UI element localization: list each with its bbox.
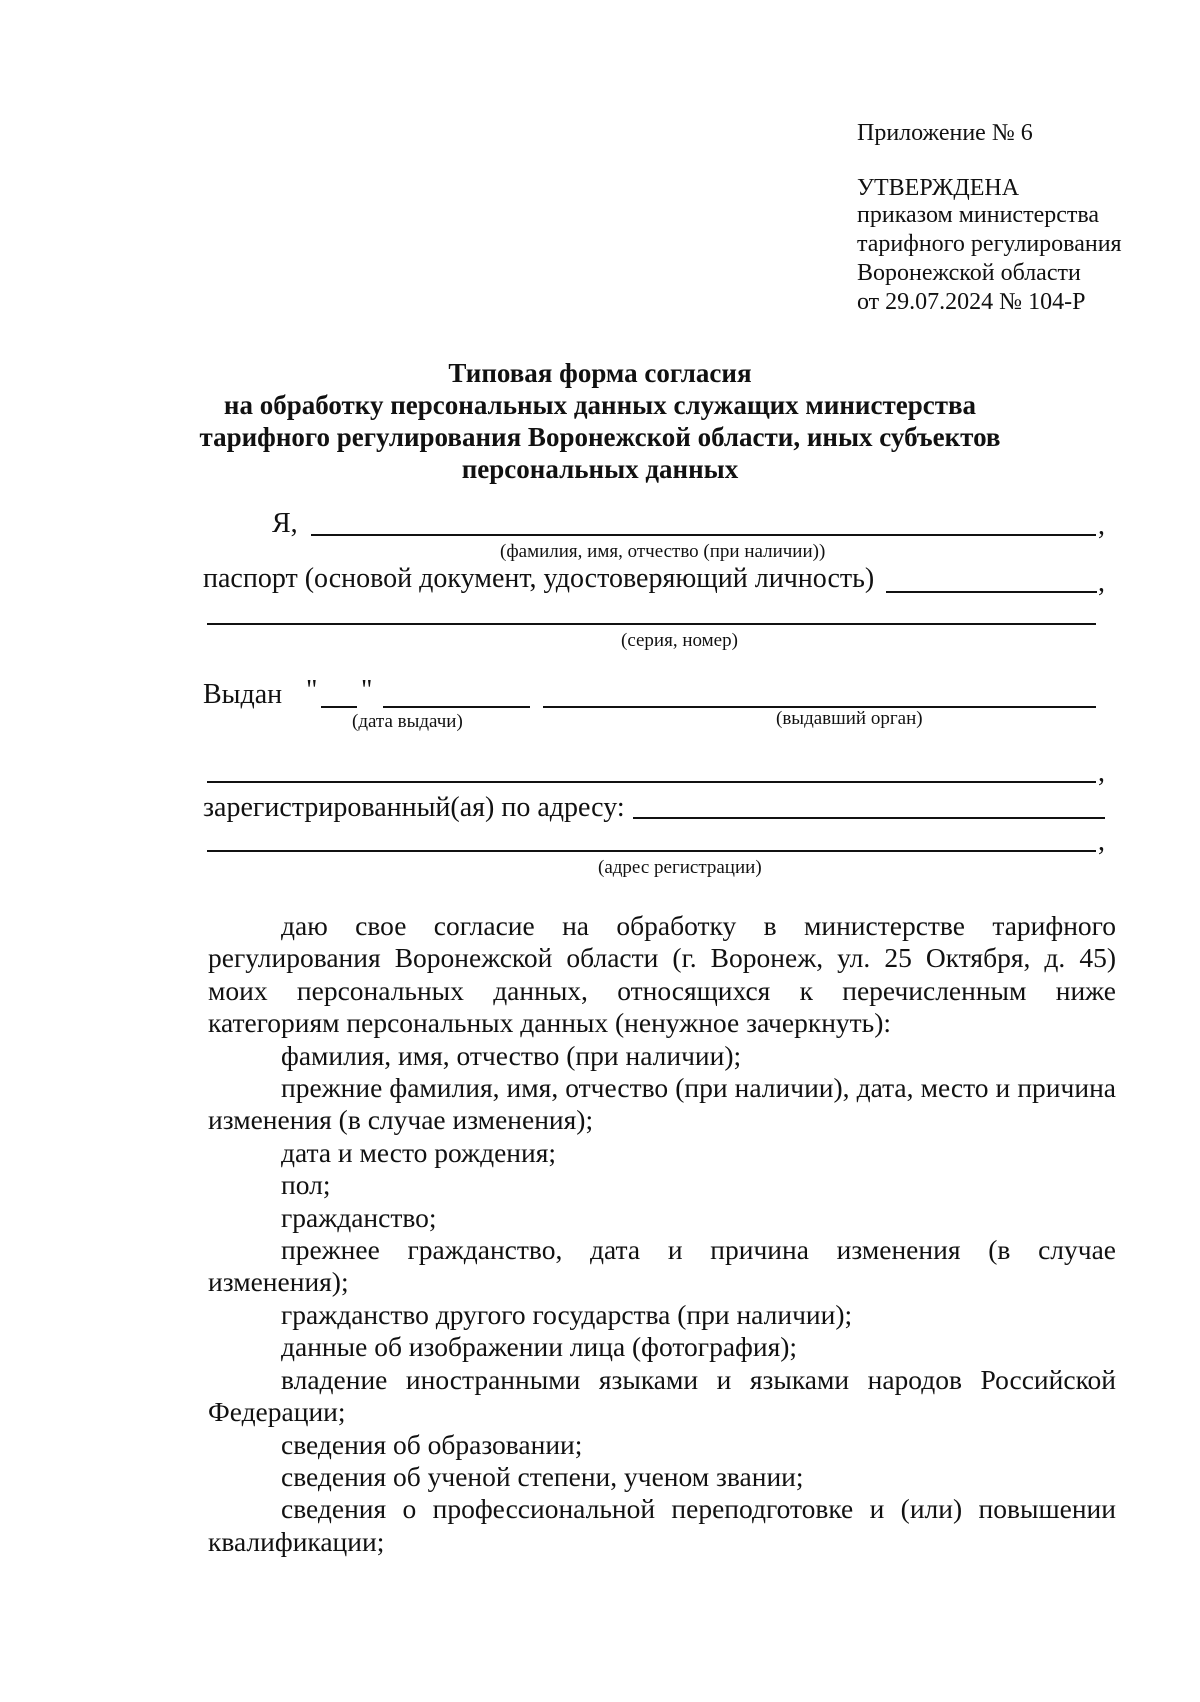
issue-month-year-line — [383, 706, 530, 708]
issue-day-line — [321, 706, 357, 708]
category-item: гражданство; — [281, 1201, 437, 1233]
document-title-line: персональных данных — [461, 454, 739, 484]
passport-field-line — [886, 591, 1097, 593]
series-caption: (серия, номер) — [621, 630, 738, 651]
consent-body — [208, 910, 1116, 1558]
address-continuation-line — [207, 850, 1096, 852]
issuer-caption: (выдавший орган) — [776, 708, 923, 729]
consent-intro: даю свое согласие на обработку в министерстве тарифного регулирования Воронежской области (г. Воронеж, ул. 25 Октября, д. 45) моих персональных данных, относящихся к перечисленным ниже категориям персональных данных (ненужное зачеркнуть): — [208, 910, 1116, 1039]
appendix-number: Приложение № 6 — [857, 120, 1033, 146]
comma: , — [1098, 567, 1105, 598]
quote-close: " — [361, 675, 373, 706]
document-title-line: тарифного регулирования Воронежской области, иных субъектов — [199, 422, 1001, 452]
comma: , — [1098, 826, 1105, 857]
order-line: тарифного регулирования — [857, 231, 1122, 257]
address-caption: (адрес регистрации) — [598, 857, 762, 878]
category-item: гражданство другого государства (при наличии); — [281, 1298, 853, 1330]
comma: , — [1098, 510, 1105, 541]
registered-label: зарегистрированный(ая) по адресу: — [203, 792, 625, 823]
category-item: прежнее гражданство, дата и причина изменения (в случае изменения); — [208, 1234, 1116, 1298]
i-label: Я, — [272, 508, 298, 539]
approved-label: УТВЕРЖДЕНА — [857, 175, 1020, 201]
issued-label: Выдан — [203, 679, 283, 710]
document-title-line: на обработку персональных данных служащих министерства — [223, 390, 977, 420]
fio-field-line — [311, 534, 1096, 536]
order-line: от 29.07.2024 № 104-Р — [857, 289, 1086, 315]
passport-label: паспорт (основой документ, удостоверяющий личность) — [203, 563, 875, 594]
address-field-line — [633, 817, 1105, 819]
comma: , — [1098, 757, 1105, 788]
category-item: пол; — [281, 1169, 331, 1201]
issue-date-caption: (дата выдачи) — [352, 711, 463, 732]
category-item: фамилия, имя, отчество (при наличии); — [281, 1039, 742, 1071]
issuer-continuation-line — [207, 781, 1096, 783]
order-line: приказом министерства — [857, 202, 1100, 228]
category-item: данные об изображении лица (фотография); — [281, 1331, 798, 1363]
category-item: сведения о профессиональной переподготовке и (или) повышении квалификации; — [208, 1493, 1116, 1557]
order-line: Воронежской области — [857, 260, 1081, 286]
category-item: сведения об ученой степени, ученом звании; — [281, 1460, 804, 1492]
series-field-line — [207, 623, 1096, 625]
quote-open: " — [306, 675, 318, 706]
category-item: дата и место рождения; — [281, 1136, 557, 1168]
category-item: прежние фамилия, имя, отчество (при наличии), дата, место и причина изменения (в случае изменения); — [208, 1072, 1116, 1136]
category-item: сведения об образовании; — [281, 1428, 583, 1460]
fio-caption: (фамилия, имя, отчество (при наличии)) — [500, 541, 826, 562]
document-title-line: Типовая форма согласия — [448, 358, 752, 388]
category-item: владение иностранными языками и языками народов Российской Федерации; — [208, 1363, 1116, 1428]
